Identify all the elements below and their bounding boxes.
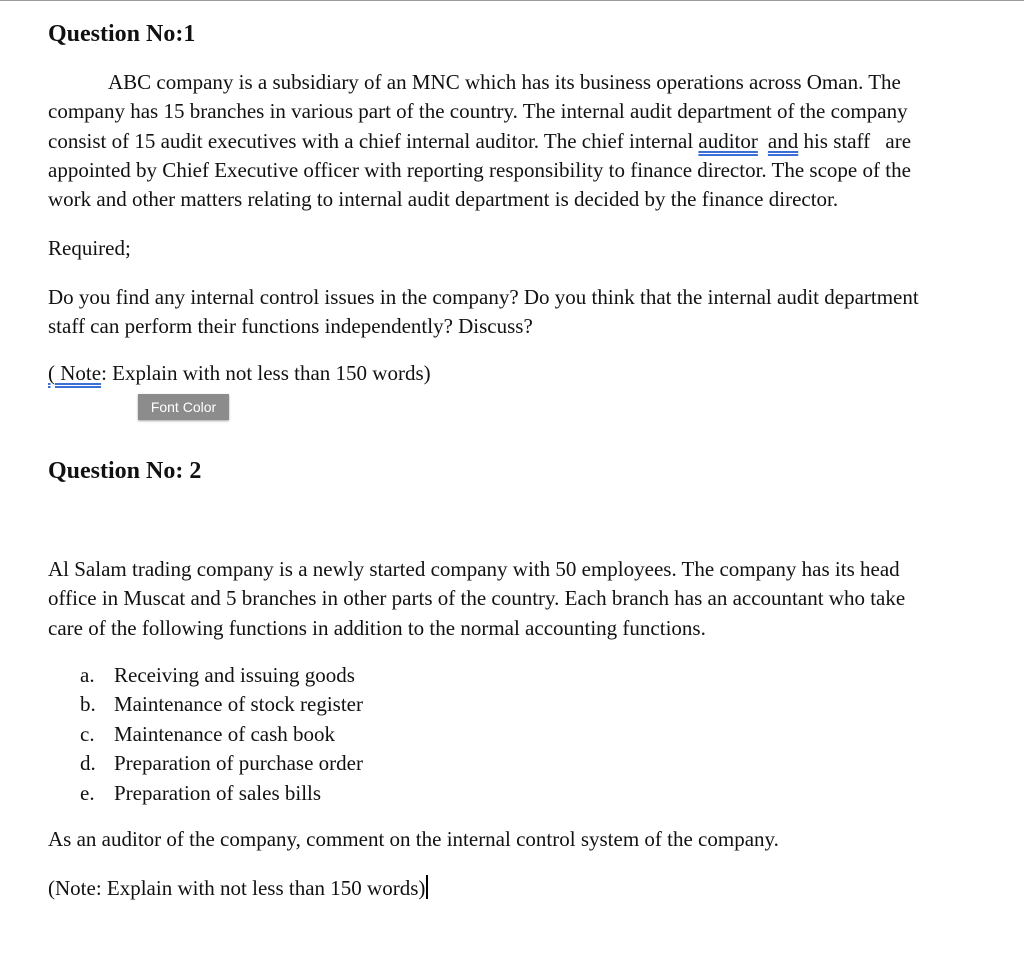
text-cursor [426, 875, 428, 899]
prompt-line: staff can perform their functions independently? Discuss? [48, 314, 533, 339]
accountant-functions-list [80, 661, 363, 808]
prompt-line: Do you find any internal control issues in the company? Do you think that the internal audit department [48, 285, 919, 309]
font-color-tooltip: Font Color [138, 394, 229, 420]
paragraph-line [48, 127, 978, 156]
paragraph-line-start: consist of 15 audit executives with a chief internal auditor. The chief internal [48, 128, 699, 153]
question-2-instruction: As an auditor of the company, comment on the internal control system of the company. [48, 827, 779, 851]
list-item-text: Maintenance of cash book [114, 721, 336, 746]
paragraph-line: office in Muscat and 5 branches in other parts of the country. Each branch has an accountant who take [48, 586, 906, 611]
paragraph-line: Al Salam trading company is a newly started company with 50 employees. The company has its head [48, 557, 900, 581]
question-1-note [48, 359, 431, 387]
list-marker: d. [80, 751, 96, 776]
list-item-text: Receiving and issuing goods [114, 663, 355, 687]
list-marker: e. [80, 780, 95, 805]
paragraph-line: company has 15 branches in various part of the country. The internal audit department of the company [48, 99, 908, 124]
question-2-heading: Question No: 2 [48, 458, 202, 484]
paragraph-line: care of the following functions in addition to the normal accounting functions. [48, 615, 706, 640]
list-marker: c. [80, 721, 95, 746]
note-rest: : Explain with not less than 150 words) [101, 361, 431, 385]
list-item [80, 690, 363, 719]
list-item-text: Preparation of sales bills [114, 780, 322, 805]
note-flagged-word[interactable]: Note [55, 361, 102, 385]
paragraph-line: ABC company is a subsidiary of an MNC which has its business operations across Oman. The [108, 70, 901, 94]
paragraph-line: appointed by Chief Executive officer with reporting responsibility to finance director. The scope of the [48, 157, 911, 182]
question-2-case-paragraph [48, 555, 978, 643]
list-item-text: Maintenance of stock register [114, 692, 363, 717]
list-item [80, 720, 363, 749]
paragraph-line-end: are [885, 128, 912, 153]
paragraph-line-middle: his staff [798, 128, 876, 153]
note-flagged-open[interactable]: ( [48, 361, 55, 385]
question-2-note [48, 874, 428, 902]
list-marker: b. [80, 692, 96, 717]
list-item-text: Preparation of purchase order [114, 751, 363, 776]
paragraph-line: work and other matters relating to internal audit department is decided by the finance director. [48, 187, 839, 212]
grammar-flag-auditor[interactable]: auditor [698, 128, 758, 153]
required-label: Required; [48, 236, 131, 260]
grammar-flag-and[interactable]: and [767, 128, 799, 153]
note-text: (Note: Explain with not less than 150 words) [48, 876, 426, 900]
list-item [80, 661, 363, 690]
question-1-case-paragraph [48, 68, 978, 214]
list-item [80, 749, 363, 778]
question-1-heading: Question No:1 [48, 21, 196, 47]
list-marker: a. [80, 663, 95, 687]
question-1-prompt [48, 283, 978, 342]
page-top-border [0, 0, 1024, 1]
list-item [80, 779, 363, 808]
